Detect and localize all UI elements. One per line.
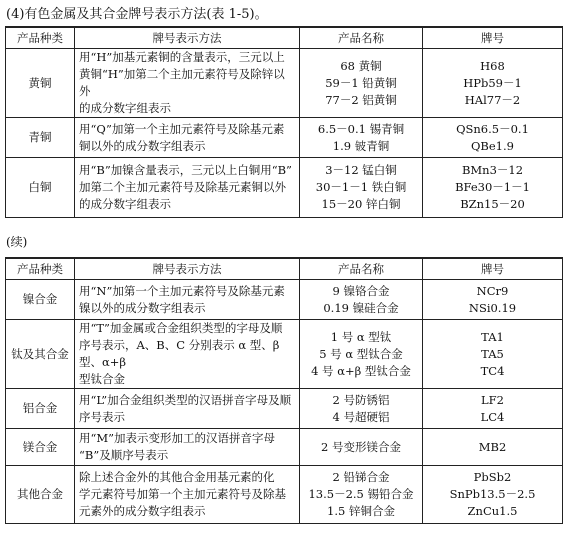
cell-product-name-line: 1 号 α 型钛	[330, 329, 392, 344]
cell-method-line: 镍以外的成分数字组表示	[79, 300, 206, 315]
cell-method	[75, 49, 300, 118]
cell-product-name-line: 15－20 锌白铜	[321, 197, 401, 211]
cell-product-name	[300, 429, 423, 466]
table-header-row	[6, 258, 563, 280]
cell-designation	[423, 49, 563, 118]
cell-product-name-line: 2 号防锈铝	[332, 392, 390, 407]
cell-product-name-line: 1.9 铍青铜	[332, 138, 390, 153]
cell-method-line: 黄铜“H”加第二个主加元素符号及除锌以外	[79, 67, 285, 98]
cell-designation-line: TA1	[481, 329, 504, 344]
cell-product-name-line: 59－1 铅黄铜	[325, 75, 397, 90]
cell-product-name-line: 13.5－2.5 锡铅合金	[308, 487, 414, 501]
cell-method	[75, 280, 300, 320]
cell-product-type: 青铜	[6, 118, 75, 158]
cell-method-line: 元素外的成分数字组表示	[79, 504, 206, 518]
cell-method-line: 加第二个主加元素符号及除基元素铜以外	[79, 180, 286, 194]
table-row	[6, 49, 563, 118]
cell-designation	[423, 158, 563, 218]
cell-designation-line: HPb59－1	[463, 75, 522, 90]
header-product-type: 产品种类	[6, 258, 75, 280]
cell-method	[75, 389, 300, 429]
cell-product-type: 其他合金	[6, 466, 75, 524]
cell-designation-line: ZnCu1.5	[467, 504, 518, 518]
cell-designation-line: BMn3－12	[461, 163, 524, 177]
cell-product-name	[300, 49, 423, 118]
cell-method	[75, 429, 300, 466]
cell-method	[75, 118, 300, 158]
table-row	[6, 466, 563, 524]
cell-designation-line: NSi0.19	[468, 300, 517, 315]
cell-designation-line: QBe1.9	[471, 138, 514, 153]
cell-method-line: 的成分数字组表示	[79, 101, 171, 115]
cell-product-name	[300, 320, 423, 389]
cell-designation-line: HAl77－2	[464, 92, 521, 107]
cell-designation	[423, 280, 563, 320]
cell-designation-line: MB2	[478, 439, 507, 454]
cell-method-line: 除上述合金外的其他合金用基元素的化	[79, 470, 275, 484]
cell-designation	[423, 389, 563, 429]
cell-method-line: 用“N”加第一个主加元素符号及除基元素	[79, 283, 285, 298]
cell-designation	[423, 466, 563, 524]
cell-method	[75, 158, 300, 218]
cell-designation-line: NCr9	[476, 283, 509, 298]
header-product-type: 产品种类	[6, 27, 75, 49]
table-row	[6, 389, 563, 429]
header-product-name: 产品名称	[300, 258, 423, 280]
cell-method-line: 序号表示，A、B、C 分别表示 α 型、β 型、α+β	[79, 338, 280, 369]
cell-product-type: 镍合金	[6, 280, 75, 320]
cell-method-line: 用“H”加基元素铜的含量表示，三元以上	[79, 50, 285, 64]
header-method: 牌号表示方法	[75, 258, 300, 280]
cell-product-name-line: 0.19 镍硅合金	[323, 300, 399, 315]
cell-designation-line: SnPb13.5－2.5	[449, 487, 536, 501]
cell-designation-line: BFe30－1－1	[455, 180, 530, 194]
cell-designation-line: H68	[480, 58, 505, 73]
cell-designation	[423, 320, 563, 389]
cell-designation-line: QSn6.5－0.1	[456, 121, 529, 136]
cell-product-name	[300, 118, 423, 158]
cell-method	[75, 320, 300, 389]
cell-product-name-line: 30－1－1 铁白铜	[315, 180, 407, 194]
cell-designation	[423, 118, 563, 158]
cell-product-name-line: 4 号超硬铝	[332, 409, 390, 424]
cell-method-line: 用“M”加表示变形加工的汉语拼音字母	[79, 431, 276, 445]
cell-method-line: 铜以外的成分数字组表示	[79, 138, 206, 153]
cell-method-line: 用“B”加镍含量表示，三元以上白铜用“B”	[79, 163, 292, 177]
cell-designation-line: LF2	[481, 392, 504, 407]
table-caption: (4)有色金属及其合金牌号表示方法(表 1-5)。	[6, 7, 268, 22]
table-row	[6, 280, 563, 320]
cell-method-line: 序号表示	[79, 409, 125, 424]
cell-product-type: 白铜	[6, 158, 75, 218]
cell-product-name-line: 6.5－0.1 锡青铜	[317, 121, 405, 136]
cell-product-name-line: 9 镍铬合金	[332, 283, 390, 298]
cell-designation-line: TC4	[480, 363, 505, 378]
cell-method-line: 学元素符号加第一个主加元素符号及除基	[79, 487, 286, 501]
cell-product-name-line: 68 黄铜	[340, 58, 382, 73]
cell-product-name	[300, 389, 423, 429]
alloy-designation-table	[5, 26, 563, 218]
cell-method-line: 用“Q”加第一个主加元素符号及除基元素	[79, 121, 285, 136]
cell-product-type: 钛及其合金	[6, 320, 75, 389]
table-row	[6, 429, 563, 466]
cell-designation	[423, 429, 563, 466]
table-header-row	[6, 27, 563, 49]
cell-method-line: 型钛合金	[79, 372, 125, 386]
cell-product-type: 黄铜	[6, 49, 75, 118]
header-designation: 牌号	[423, 27, 563, 49]
cell-method-line: “B”及顺序号表示	[79, 448, 169, 462]
header-product-name: 产品名称	[300, 27, 423, 49]
table-row	[6, 320, 563, 389]
cell-designation-line: PbSb2	[473, 470, 512, 484]
continued-label: (续)	[6, 235, 28, 249]
header-method: 牌号表示方法	[75, 27, 300, 49]
cell-product-type: 铝合金	[6, 389, 75, 429]
cell-product-name-line: 4 号 α+β 型钛合金	[311, 363, 411, 378]
cell-method-line: 用“L”加合金组织类型的汉语拼音字母及顺	[79, 392, 292, 407]
cell-method	[75, 466, 300, 524]
cell-product-name-line: 2 铅锑合金	[332, 470, 390, 484]
cell-designation-line: BZn15－20	[460, 197, 525, 211]
cell-method-line: 的成分数字组表示	[79, 197, 171, 211]
cell-designation-line: LC4	[480, 409, 505, 424]
cell-product-name-line: 77－2 铝黄铜	[325, 92, 397, 107]
cell-product-name	[300, 466, 423, 524]
table-row	[6, 158, 563, 218]
alloy-designation-table-continued	[5, 257, 563, 524]
table-row	[6, 118, 563, 158]
header-designation: 牌号	[423, 258, 563, 280]
cell-method-line: 用“T”加金属或合金组织类型的字母及顺	[79, 321, 283, 335]
cell-product-name-line: 1.5 锌铜合金	[327, 504, 395, 518]
cell-product-type: 镁合金	[6, 429, 75, 466]
cell-product-name-line: 3－12 锰白铜	[325, 163, 397, 177]
cell-product-name-line: 2 号变形镁合金	[321, 439, 401, 454]
cell-product-name	[300, 280, 423, 320]
cell-product-name	[300, 158, 423, 218]
cell-designation-line: TA5	[481, 346, 504, 361]
cell-product-name-line: 5 号 α 型钛合金	[319, 346, 403, 361]
